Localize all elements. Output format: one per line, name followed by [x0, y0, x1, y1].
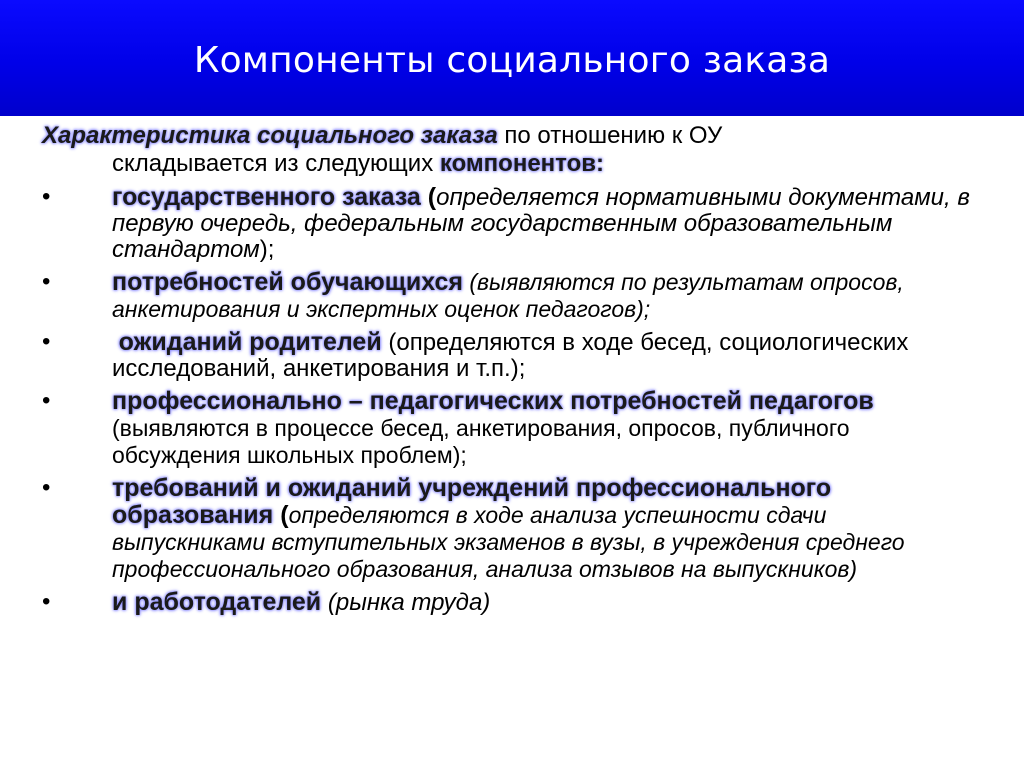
list-item-teacher-needs [42, 388, 982, 469]
item-lead: потребностей обучающихся [112, 268, 463, 296]
bullet: • [42, 268, 51, 295]
list-item-student-needs [42, 269, 982, 323]
list-item-state-order [42, 184, 982, 263]
item-lead: требований и ожиданий учреждений профессионального образования [112, 474, 832, 529]
intro-paragraph [42, 122, 982, 178]
intro-highlight: Характеристика социального заказа [42, 122, 498, 149]
item-desc: (выявляются в процессе бесед, анкетирования, опросов, публичного обсуждения школьных проблем); [112, 415, 850, 468]
item-desc: (определяются в ходе бесед, социологических исследований, анкетирования и т.п.); [112, 329, 909, 382]
bullet: • [42, 183, 51, 210]
item-desc: определяются в ходе анализа успешности сдачи выпускниками вступительных экзаменов в вузы, в учреждения среднего профессионального образования, анализа отзывов на выпускников) [112, 502, 905, 582]
list-item-employers [42, 589, 982, 616]
item-close-paren: ); [259, 236, 275, 263]
item-open-paren: ( [273, 501, 289, 529]
item-desc: (выявляются по результатам опросов, анкетирования и экспертных оценок педагогов); [112, 269, 904, 322]
intro-highlight-2: компонентов: [439, 150, 605, 177]
bullet: • [42, 387, 51, 414]
slide-title: Компоненты социального заказа [193, 39, 831, 81]
item-open-paren: ( [420, 183, 437, 211]
title-bar [0, 0, 1024, 116]
bullet: • [42, 474, 51, 501]
bullet: • [42, 588, 51, 615]
item-lead: государственного заказа [112, 183, 421, 211]
slide-content [42, 122, 982, 622]
item-lead: профессионально – педагогических потребностей педагогов [112, 387, 874, 415]
item-lead: и работодателей [112, 588, 322, 616]
item-lead: ожиданий родителей [118, 328, 382, 356]
bullet: • [42, 328, 51, 355]
list-item-institution-requirements [42, 475, 982, 583]
item-desc: (рынка труда) [321, 589, 491, 616]
item-desc: определяется нормативными документами, в первую очередь, федеральным государственным образовательным стандартом [112, 184, 970, 263]
list-item-parent-expectations [42, 329, 982, 382]
intro-line-2 [42, 150, 982, 178]
intro-text-1: по отношению к ОУ [497, 122, 723, 149]
intro-text-2: складывается из следующих [112, 150, 440, 177]
components-list [42, 184, 982, 616]
